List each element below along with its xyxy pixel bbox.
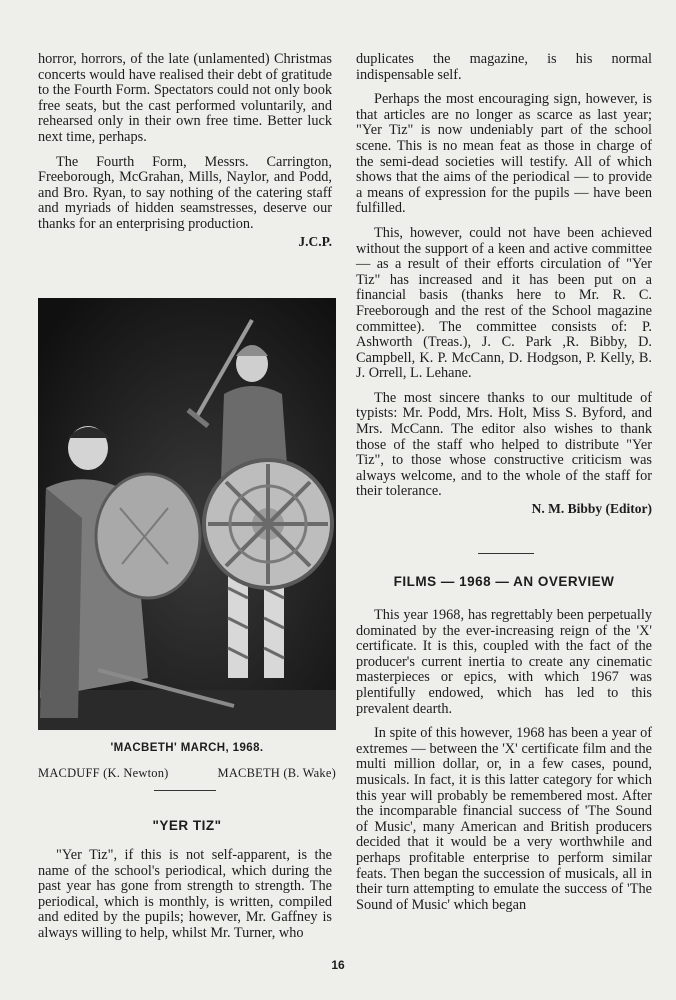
- photo-caption-title: 'MACBETH' MARCH, 1968.: [110, 742, 264, 754]
- right-paragraph-4: The most sincere thanks to our multitude of typists: Mr. Podd, Mrs. Holt, Miss S. Byford, and Mrs. McCann. The editor also wishes to thank those of the staff who helped to distribute "Yer Tiz", to those whose constructive criticism was always welcome, and to the whole of the staff for their tolerance.: [356, 389, 652, 500]
- section-divider: [478, 553, 534, 554]
- jcp-signature: J.C.P.: [298, 233, 332, 249]
- films-paragraph-2: In spite of this however, 1968 has been a year of extremes — between the 'X' certificate film and the multi million dollar, or, in a few cases, pound, musicals. In fact, it is this latter category for which this year will probably be remembered most. After the incomparable financial success of 'The Sound of Music', many American and British producers decided that it would be a very worthwhile and perhaps profitable enterprise to perform similar feats. Then began the succession of musicals, all in their turn attempting to emulate the success of 'The Sound of Music' which began: [356, 725, 652, 913]
- page-number: 16: [331, 958, 345, 972]
- left-paragraph-2: The Fourth Form, Messrs. Carrington, Freeborough, McGrahan, Mills, Naylor, and Podd, and Bro. Ryan, to say nothing of the catering staff and myriads of hidden seamstresses, deserve our thanks for an enterprising production.: [38, 153, 332, 232]
- right-column: [356, 52, 652, 517]
- macbeth-photo: [38, 298, 336, 730]
- yer-tiz-paragraph-1: "Yer Tiz", if this is not self-apparent, is the name of the school's periodical, which during the past year has gone from strength to strength. The periodical, which is monthly, is written, compiled and edited by the pupils; however, Mr. Gaffney is always willing to help, whilst Mr. Turner, who: [38, 847, 332, 941]
- section-divider: [154, 790, 216, 791]
- yer-tiz-column: [38, 848, 332, 942]
- right-paragraph-2: Perhaps the most encouraging sign, however, is that articles are no longer as scarce as last year; "Yer Tiz" is now undeniably part of the school scene. This is no mean feat as those in charge of the semi-dead societies will testify. All of which shows that the aims of the periodical — to provide a means of expression for the pupils — have been fulfilled.: [356, 91, 652, 217]
- films-column: [356, 608, 652, 913]
- left-paragraph-1: horror, horrors, of the late (unlamented) Christmas concerts would have realised their debt of gratitude to the Fourth Form. Spectators could not only book free seats, but the cast performed voluntarily, and rehearsed only in their own free time. Better luck next time, perhaps.: [38, 51, 332, 145]
- right-paragraph-1: duplicates the magazine, is his normal indispensable self.: [356, 51, 652, 83]
- films-heading: FILMS — 1968 — AN OVERVIEW: [393, 574, 615, 589]
- left-column: [38, 52, 332, 249]
- right-paragraph-3: This, however, could not have been achieved without the support of a keen and active committee — as a result of their efforts circulation of "Yer Tiz" has increased and it has been put on a financial basis (thanks here to Mr. R. C. Freeborough and the rest of the School magazine committee). The committee consists of: P. Ashworth (Treas.), J. C. Park ,R. Bibby, D. Campbell, K. P. McCann, D. Hodgson, P. Kelly, B. J. Orrell, L. Lehane.: [356, 224, 652, 382]
- caption-macbeth: MACBETH (B. Wake): [217, 766, 336, 780]
- yer-tiz-heading: "YER TIZ": [152, 818, 222, 833]
- caption-macduff: MACDUFF (K. Newton): [38, 766, 169, 780]
- films-paragraph-1: This year 1968, has regrettably been perpetually dominated by the ever-increasing reign of the 'X' certificate. It is this, coupled with the fact of the producer's current inertia to create any cinematic masterpieces or epics, with which 1967 was plentifully endowed, which has led to this prevalent dearth.: [356, 607, 652, 717]
- editor-signature: N. M. Bibby (Editor): [531, 501, 652, 517]
